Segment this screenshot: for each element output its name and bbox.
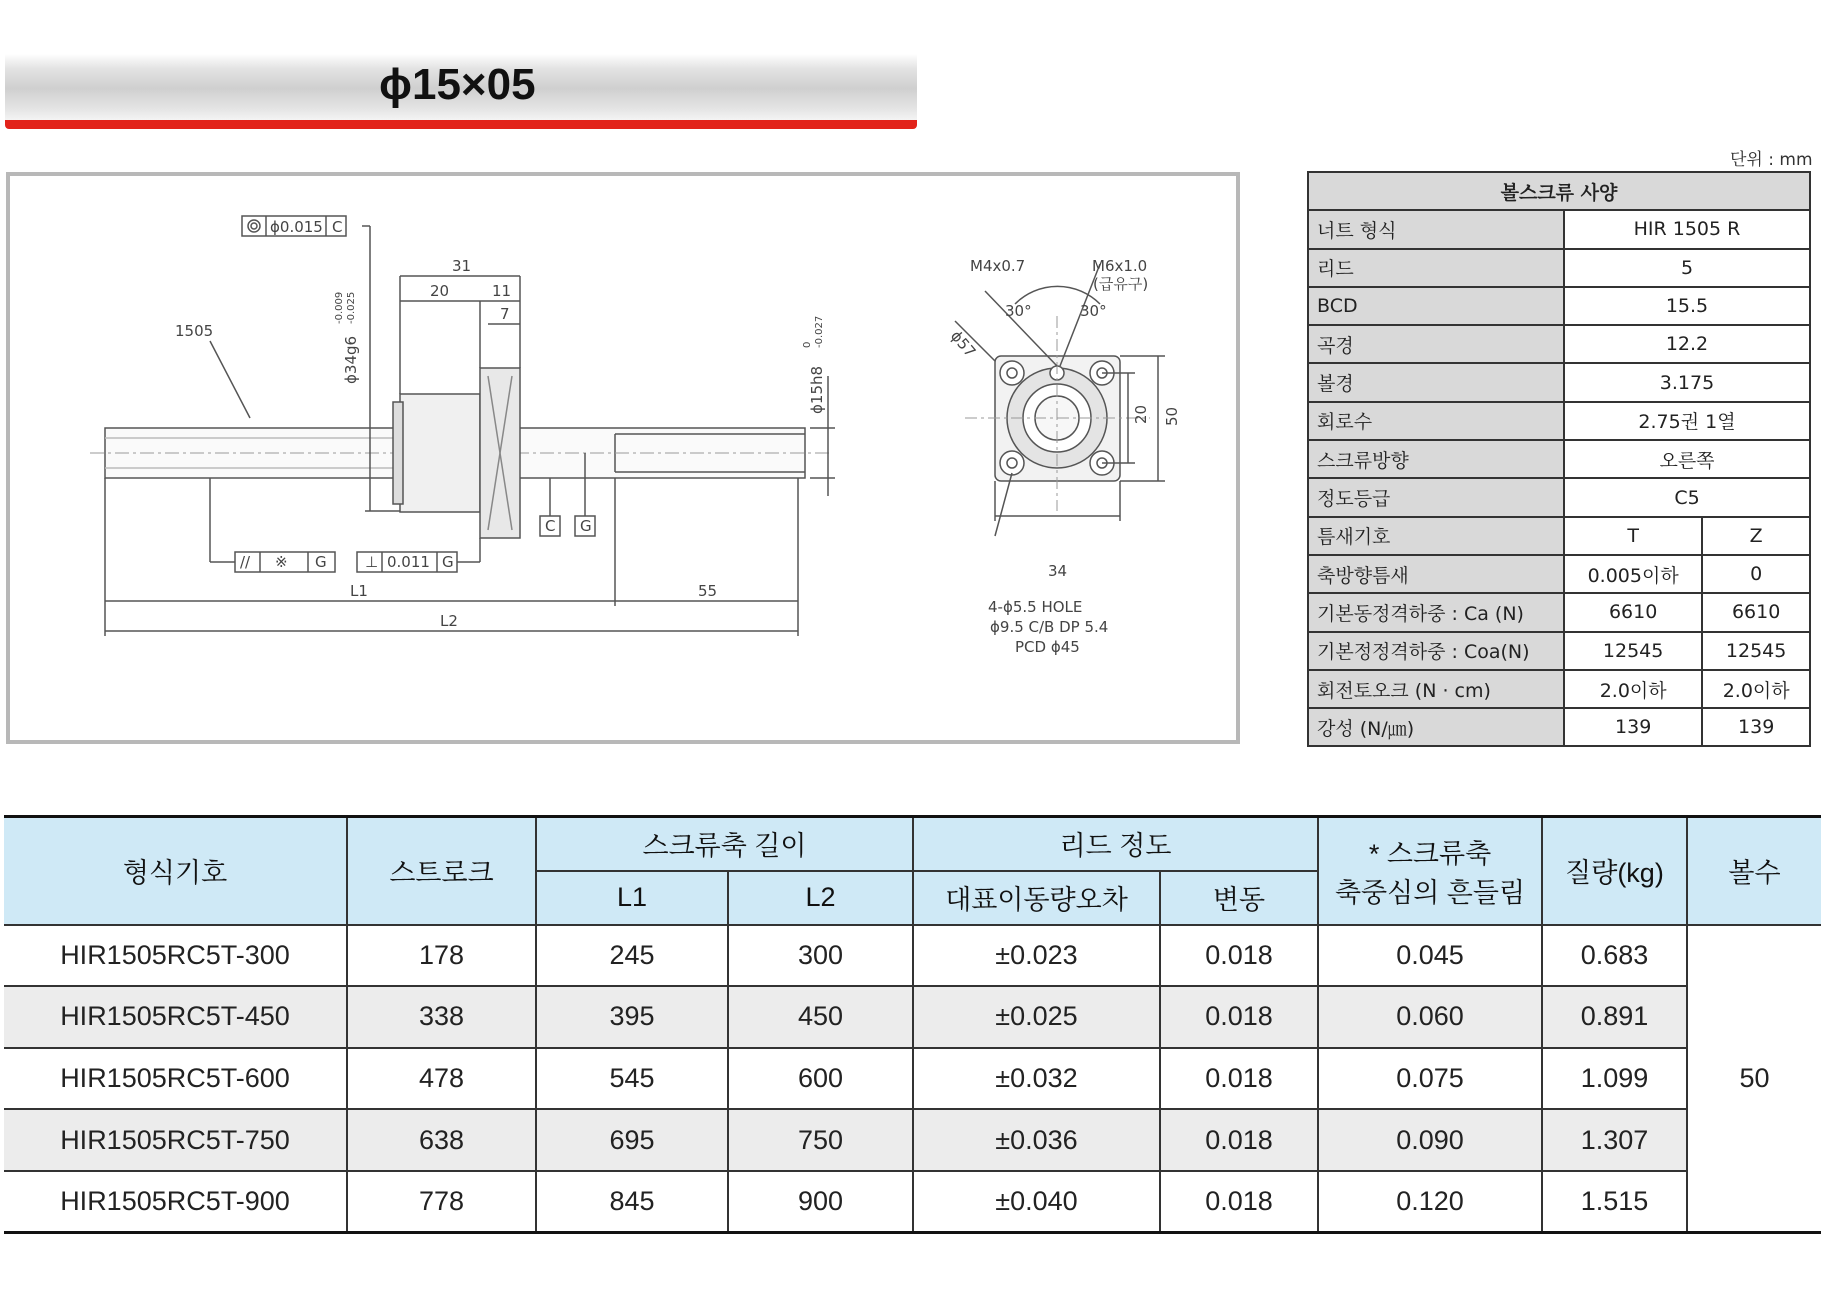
cell-l1: 845 bbox=[536, 1171, 728, 1233]
header-rep-error: 대표이동량오차 bbox=[913, 871, 1160, 925]
dim-20: 20 bbox=[430, 282, 450, 300]
dim-l2: L2 bbox=[440, 612, 458, 630]
cell-model: HIR1505RC5T-750 bbox=[4, 1109, 347, 1171]
spec-label: 회로수 bbox=[1308, 402, 1564, 440]
cell-variation: 0.018 bbox=[1160, 925, 1318, 987]
m4-thread: M4x0.7 bbox=[970, 257, 1026, 275]
spec-label: 기본동정격하중 : Ca (N) bbox=[1308, 593, 1564, 631]
cell-l2: 600 bbox=[728, 1048, 913, 1110]
title-banner bbox=[5, 54, 917, 120]
perpendicular-datum: G bbox=[442, 553, 454, 571]
cell-l2: 300 bbox=[728, 925, 913, 987]
counterbore-spec: ϕ9.5 C/B DP 5.4 bbox=[990, 618, 1109, 636]
spec-label: 볼경 bbox=[1308, 363, 1564, 401]
spec-value-t: 6610 bbox=[1564, 593, 1702, 631]
spec-label: 너트 형식 bbox=[1308, 210, 1564, 248]
spec-value: HIR 1505 R bbox=[1564, 210, 1810, 248]
page-title: ϕ15×05 bbox=[379, 60, 536, 109]
cell-model: HIR1505RC5T-600 bbox=[4, 1048, 347, 1110]
cell-stroke: 338 bbox=[347, 986, 536, 1048]
cell-mass: 1.099 bbox=[1542, 1048, 1687, 1110]
runout-tolerance: ϕ0.015 bbox=[270, 218, 323, 236]
header-model: 형식기호 bbox=[4, 817, 347, 925]
header-balls: 볼수 bbox=[1687, 817, 1821, 925]
cell-variation: 0.018 bbox=[1160, 986, 1318, 1048]
spec-value: 15.5 bbox=[1564, 287, 1810, 325]
dim-7: 7 bbox=[500, 305, 510, 323]
table-row bbox=[4, 1171, 1821, 1233]
spec-label: 틈새기호 bbox=[1308, 517, 1564, 555]
perpendicular-symbol: ⊥ bbox=[365, 553, 379, 571]
m6-thread: M6x1.0 bbox=[1092, 257, 1148, 275]
shaft-end-tol-lower: -0.027 bbox=[814, 315, 825, 348]
angle-30-left: 30° bbox=[1005, 302, 1032, 320]
cell-mass: 1.515 bbox=[1542, 1171, 1687, 1233]
dim-l1: L1 bbox=[350, 582, 368, 600]
nut-body bbox=[400, 394, 480, 512]
cell-rep-error: ±0.025 bbox=[913, 986, 1160, 1048]
spec-value-t: 0.005이하 bbox=[1564, 555, 1702, 593]
header-variation: 변동 bbox=[1160, 871, 1318, 925]
spec-table bbox=[1307, 171, 1811, 747]
dim-55: 55 bbox=[698, 582, 718, 600]
cell-l1: 545 bbox=[536, 1048, 728, 1110]
header-mass: 질량(kg) bbox=[1542, 817, 1687, 925]
dim-31: 31 bbox=[452, 257, 472, 275]
spec-value: C5 bbox=[1564, 478, 1810, 516]
runout-datum: C bbox=[332, 218, 343, 236]
cell-stroke: 178 bbox=[347, 925, 536, 987]
header-l2: L2 bbox=[728, 871, 913, 925]
cell-runout: 0.120 bbox=[1318, 1171, 1542, 1233]
cell-mass: 1.307 bbox=[1542, 1109, 1687, 1171]
spec-label: 축방향틈새 bbox=[1308, 555, 1564, 593]
spec-value: 5 bbox=[1564, 249, 1810, 287]
header-runout bbox=[1318, 817, 1542, 925]
cell-variation: 0.018 bbox=[1160, 1048, 1318, 1110]
cell-rep-error: ±0.036 bbox=[913, 1109, 1160, 1171]
cell-stroke: 638 bbox=[347, 1109, 536, 1171]
spec-label: 곡경 bbox=[1308, 325, 1564, 363]
dim-11: 11 bbox=[492, 282, 512, 300]
cell-model: HIR1505RC5T-300 bbox=[4, 925, 347, 987]
spec-title: 볼스크류 사양 bbox=[1308, 172, 1810, 210]
cell-l2: 750 bbox=[728, 1109, 913, 1171]
spec-label: 정도등급 bbox=[1308, 478, 1564, 516]
drawing-panel bbox=[6, 172, 1240, 744]
nut-diameter-tol-upper: -0.009 bbox=[334, 291, 345, 324]
cell-runout: 0.075 bbox=[1318, 1048, 1542, 1110]
cell-stroke: 778 bbox=[347, 1171, 536, 1233]
datum-c: C bbox=[545, 517, 556, 535]
spec-value-z: 6610 bbox=[1702, 593, 1810, 631]
unit-label: 단위 : mm bbox=[1730, 150, 1813, 170]
header-lead-accuracy: 리드 정도 bbox=[913, 817, 1318, 871]
nut-diameter: ϕ34g6 bbox=[342, 335, 360, 384]
cell-mass: 0.891 bbox=[1542, 986, 1687, 1048]
spec-value-z: 12545 bbox=[1702, 632, 1810, 670]
cell-model: HIR1505RC5T-450 bbox=[4, 986, 347, 1048]
cell-mass: 0.683 bbox=[1542, 925, 1687, 987]
nut-diameter-tol-lower: -0.025 bbox=[346, 291, 357, 324]
shaft-end-tol-upper: 0 bbox=[802, 341, 813, 348]
spec-label: BCD bbox=[1308, 287, 1564, 325]
cell-stroke: 478 bbox=[347, 1048, 536, 1110]
cell-runout: 0.090 bbox=[1318, 1109, 1542, 1171]
cell-model: HIR1505RC5T-900 bbox=[4, 1171, 347, 1233]
spec-label: 스크류방향 bbox=[1308, 440, 1564, 478]
cell-runout: 0.045 bbox=[1318, 925, 1542, 987]
spec-value-z: 0 bbox=[1702, 555, 1810, 593]
dim-20-vertical: 20 bbox=[1132, 404, 1150, 424]
table-row bbox=[4, 925, 1821, 987]
spec-value-t: 12545 bbox=[1564, 632, 1702, 670]
cell-balls: 50 bbox=[1687, 925, 1821, 1233]
cell-rep-error: ±0.023 bbox=[913, 925, 1160, 987]
parallel-mark: ※ bbox=[275, 553, 288, 571]
cell-variation: 0.018 bbox=[1160, 1171, 1318, 1233]
pcd-spec: PCD ϕ45 bbox=[1015, 638, 1080, 656]
cell-l2: 450 bbox=[728, 986, 913, 1048]
header-l1: L1 bbox=[536, 871, 728, 925]
shaft-end-diameter: ϕ15h8 bbox=[808, 365, 826, 414]
pitch-diameter-57: ϕ57 bbox=[946, 327, 980, 361]
angle-30-right: 30° bbox=[1080, 302, 1107, 320]
cell-rep-error: ±0.032 bbox=[913, 1048, 1160, 1110]
spec-value-t: 2.0이하 bbox=[1564, 670, 1702, 708]
spec-label: 강성 (N/㎛) bbox=[1308, 708, 1564, 746]
table-row bbox=[4, 986, 1821, 1048]
header-shaft-length: 스크류축 길이 bbox=[536, 817, 913, 871]
spec-label: 리드 bbox=[1308, 249, 1564, 287]
cell-l1: 245 bbox=[536, 925, 728, 987]
spec-value-z: 2.0이하 bbox=[1702, 670, 1810, 708]
product-table bbox=[4, 815, 1821, 1234]
header-stroke: 스트로크 bbox=[347, 817, 536, 925]
datum-g: G bbox=[580, 517, 592, 535]
perpendicular-tolerance: 0.011 bbox=[387, 553, 430, 571]
dim-34: 34 bbox=[1048, 562, 1068, 580]
cell-l1: 695 bbox=[536, 1109, 728, 1171]
hole-spec: 4-ϕ5.5 HOLE bbox=[988, 598, 1083, 616]
table-row bbox=[4, 1048, 1821, 1110]
technical-drawing bbox=[10, 176, 1236, 740]
spec-value: 오른쪽 bbox=[1564, 440, 1810, 478]
dim-50: 50 bbox=[1163, 406, 1181, 426]
spec-value: 2.75권 1열 bbox=[1564, 402, 1810, 440]
spec-value: 3.175 bbox=[1564, 363, 1810, 401]
header-runout-line1: * 스크류축 bbox=[1368, 838, 1492, 869]
spec-label: 기본정정격하중 : Coa(N) bbox=[1308, 632, 1564, 670]
title-underline bbox=[5, 120, 917, 129]
spec-value-t: 139 bbox=[1564, 708, 1702, 746]
cell-l2: 900 bbox=[728, 1171, 913, 1233]
spec-value: 12.2 bbox=[1564, 325, 1810, 363]
header-runout-line2: 축중심의 흔들림 bbox=[1334, 877, 1526, 908]
spec-value-z: Z bbox=[1702, 517, 1810, 555]
parallel-datum: G bbox=[315, 553, 327, 571]
cell-rep-error: ±0.040 bbox=[913, 1171, 1160, 1233]
flange-end-view bbox=[955, 264, 1165, 536]
spec-label: 회전토오크 (N · cm) bbox=[1308, 670, 1564, 708]
spec-value-t: T bbox=[1564, 517, 1702, 555]
shaft-label: 1505 bbox=[175, 322, 214, 340]
cell-runout: 0.060 bbox=[1318, 986, 1542, 1048]
grease-port: (급유구) bbox=[1093, 275, 1149, 293]
spec-value-z: 139 bbox=[1702, 708, 1810, 746]
parallel-symbol: // bbox=[240, 553, 251, 571]
table-row bbox=[4, 1109, 1821, 1171]
cell-variation: 0.018 bbox=[1160, 1109, 1318, 1171]
cell-l1: 395 bbox=[536, 986, 728, 1048]
